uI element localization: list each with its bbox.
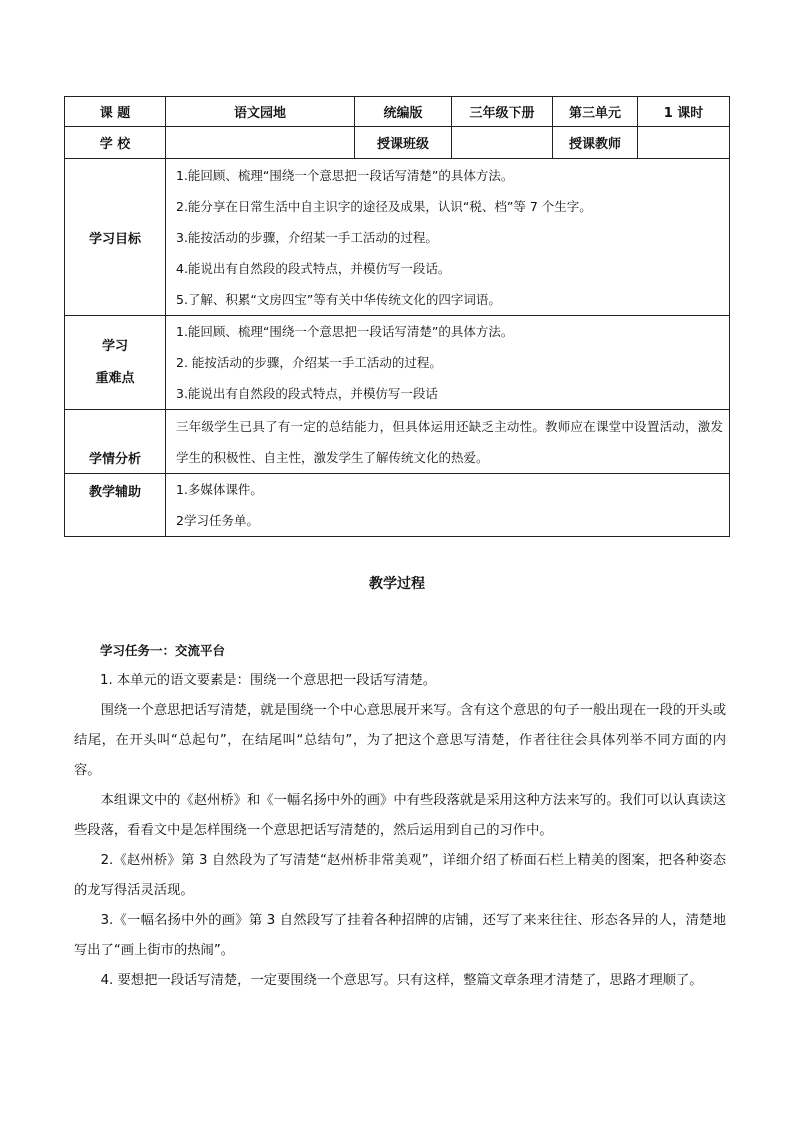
- topic-label: 课 题: [65, 97, 166, 127]
- table-row: [65, 127, 730, 159]
- objectives-list: [166, 159, 730, 316]
- school-label: 学 校: [65, 127, 166, 159]
- list-item: 3.能说出有自然段的段式特点，并模仿写一段话: [176, 386, 438, 401]
- key-points-label-line1: 学习: [101, 338, 128, 354]
- list-item: 1.能回顾、梳理“围绕一个意思把一段话写清楚”的具体方法。: [176, 324, 514, 339]
- list-item: 3.能按活动的步骤，介绍某一手工活动的过程。: [176, 229, 438, 245]
- aids-label: 教学辅助: [65, 474, 166, 537]
- analysis-text: 三年级学生已具了有一定的总结能力，但具体运用还缺乏主动性。教师应在课堂中设置活动，激发学生的积极性、自主性，激发学生了解传统文化的热爱。: [176, 418, 723, 465]
- paragraph: 1. 本单元的语文要素是：围绕一个意思把一段话写清楚。: [100, 673, 437, 688]
- key-points-label-line2: 重难点: [95, 370, 135, 386]
- class-label: 授课班级: [355, 127, 452, 159]
- key-points-label: [65, 316, 166, 410]
- edition-cell: 统编版: [355, 97, 452, 127]
- analysis-label: 学情分析: [65, 410, 166, 474]
- analysis-text-cell: [166, 410, 730, 474]
- aids-list: [166, 474, 730, 537]
- list-item: 2学习任务单。: [176, 513, 259, 528]
- list-item: 4.能说出有自然段的段式特点，并模仿写一段话。: [176, 260, 451, 276]
- table-row: [65, 410, 730, 474]
- paragraph: 4. 要想把一段话写清楚，一定要围绕一个意思写。只有这样，整篇文章条理才清楚了，思路才理顺了。: [100, 973, 703, 988]
- class-value: [452, 127, 553, 159]
- paragraph: 2.《赵州桥》第 3 自然段为了写清楚“赵州桥非常美观”，详细介绍了桥面石栏上精美的图案，把各种姿态的龙写得活灵活现。: [74, 853, 726, 898]
- table-row: [65, 474, 730, 537]
- table-row: [65, 159, 730, 316]
- lesson-info-table: [64, 96, 730, 537]
- school-value: [166, 127, 355, 159]
- list-item: 2.能分享在日常生活中自主识字的途径及成果，认识“税、档”等 7 个生字。: [176, 198, 592, 214]
- list-item: 5.了解、积累“文房四宝”等有关中华传统文化的四字词语。: [176, 291, 501, 307]
- key-points-list: [166, 316, 730, 410]
- table-row: [65, 316, 730, 410]
- task-heading: 学习任务一：交流平台: [100, 643, 226, 658]
- table-row: [65, 97, 730, 127]
- teacher-value: [638, 127, 730, 159]
- objectives-label: 学习目标: [65, 159, 166, 316]
- paragraph: 3.《一幅名扬中外的画》第 3 自然段写了挂着各种招牌的店铺，还写了来来往往、形态各异的人，清楚地写出了“画上街市的热闹”。: [74, 913, 726, 958]
- list-item: 1.能回顾、梳理“围绕一个意思把一段话写清楚”的具体方法。: [176, 167, 514, 183]
- grade-cell: 三年级下册: [452, 97, 553, 127]
- process-body: [74, 636, 726, 996]
- teacher-label: 授课教师: [553, 127, 638, 159]
- list-item: 1.多媒体课件。: [176, 482, 263, 497]
- hours-cell: 1 课时: [638, 97, 730, 127]
- lesson-title: 语文园地: [166, 97, 355, 127]
- list-item: 2. 能按活动的步骤，介绍某一手工活动的过程。: [176, 355, 442, 370]
- paragraph: 本组课文中的《赵州桥》和《一幅名扬中外的画》中有些段落就是采用这种方法来写的。我们可以认真读这些段落，看看文中是怎样围绕一个意思把话写清楚的，然后运用到自己的习作中。: [74, 793, 726, 838]
- section-title: 教学过程: [369, 576, 425, 592]
- paragraph: 围绕一个意思把话写清楚，就是围绕一个中心意思展开来写。含有这个意思的句子一般出现在一段的开头或结尾，在开头叫“总起句”，在结尾叫“总结句”，为了把这个意思写清楚，作者往往会具体列举不同方面的内容。: [74, 703, 726, 778]
- unit-cell: 第三单元: [553, 97, 638, 127]
